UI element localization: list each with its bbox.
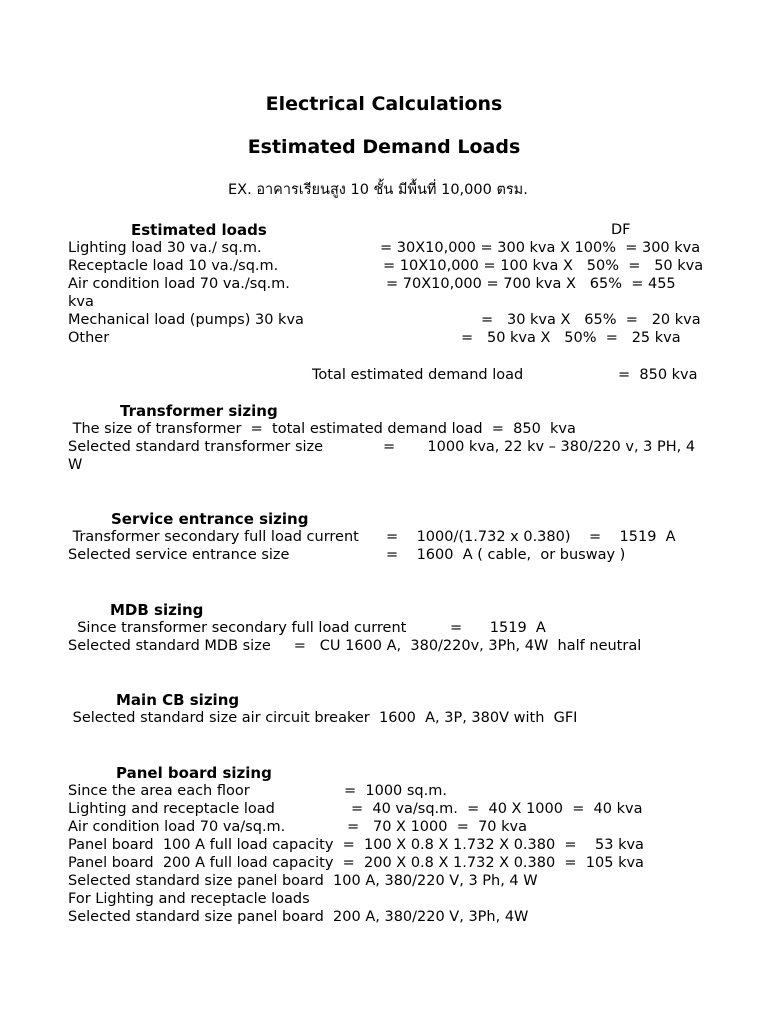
load-calc-aircon: = 70X10,000 = 700 kva X 65% = 455 xyxy=(386,276,676,292)
panel-selected-100-line: Selected standard size panel board 100 A, 380/220 V, 3 Ph, 4 W xyxy=(68,873,538,889)
main-cb-heading: Main CB sizing xyxy=(116,691,240,709)
load-calc-receptacle: = 10X10,000 = 100 kva X 50% = 50 kva xyxy=(383,258,704,274)
example-line: EX. อาคารเรียนสูง 10 ชั้น มีพื้นที่ 10,000 ตรม. xyxy=(228,182,528,198)
load-calc-aircon-wrap: kva xyxy=(68,294,94,310)
load-calc-mechanical: = 30 kva X 65% = 20 kva xyxy=(481,312,701,328)
panel-board-200-line: Panel board 200 A full load capacity = 200 X 0.8 X 1.732 X 0.380 = 105 kva xyxy=(68,855,644,871)
load-label-other: Other xyxy=(68,330,110,346)
service-heading: Service entrance sizing xyxy=(111,510,309,528)
mdb-line-1-value: = 1519 A xyxy=(450,620,546,636)
load-label-receptacle: Receptacle load 10 va./sq.m. xyxy=(68,258,279,274)
transformer-line-1: The size of transformer = total estimated demand load = 850 kva xyxy=(68,421,576,437)
load-calc-other: = 50 kva X 50% = 25 kva xyxy=(461,330,681,346)
panel-row-aircon-value: = 70 X 1000 = 70 kva xyxy=(347,819,527,835)
main-cb-line-1: Selected standard size air circuit breaker 1600 A, 3P, 380V with GFI xyxy=(68,710,578,726)
panel-heading: Panel board sizing xyxy=(116,764,272,782)
panel-for-lighting-line: For Lighting and receptacle loads xyxy=(68,891,310,907)
panel-row-area-label: Since the area each floor xyxy=(68,783,250,799)
estimated-loads-heading: Estimated loads xyxy=(131,221,267,239)
panel-selected-200-line: Selected standard size panel board 200 A, 380/220 V, 3Ph, 4W xyxy=(68,909,529,925)
service-line-1-value: = 1000/(1.732 x 0.380) = 1519 A xyxy=(386,529,676,545)
load-label-lighting: Lighting load 30 va./ sq.m. xyxy=(68,240,262,256)
load-label-mechanical: Mechanical load (pumps) 30 kva xyxy=(68,312,304,328)
panel-board-100-line: Panel board 100 A full load capacity = 100 X 0.8 X 1.732 X 0.380 = 53 kva xyxy=(68,837,644,853)
panel-row-lighting-value: = 40 va/sq.m. = 40 X 1000 = 40 kva xyxy=(351,801,643,817)
service-line-2-value: = 1600 A ( cable, or busway ) xyxy=(386,547,626,563)
service-line-1-label: Transformer secondary full load current xyxy=(68,529,359,545)
total-demand-label: Total estimated demand load xyxy=(312,367,524,383)
mdb-heading: MDB sizing xyxy=(110,601,204,619)
transformer-line-2-value: = 1000 kva, 22 kv – 380/220 v, 3 PH, 4 xyxy=(383,439,696,455)
panel-row-lighting-label: Lighting and receptacle load xyxy=(68,801,275,817)
panel-row-area-value: = 1000 sq.m. xyxy=(344,783,447,799)
service-line-2-label: Selected service entrance size xyxy=(68,547,290,563)
transformer-line-2-wrap: W xyxy=(68,457,83,473)
df-label: DF xyxy=(611,222,631,238)
load-calc-lighting: = 30X10,000 = 300 kva X 100% = 300 kva xyxy=(380,240,701,256)
page-title: Electrical Calculations xyxy=(265,93,503,115)
load-label-aircon: Air condition load 70 va./sq.m. xyxy=(68,276,290,292)
panel-row-aircon-label: Air condition load 70 va/sq.m. xyxy=(68,819,286,835)
total-demand-value: = 850 kva xyxy=(618,367,698,383)
page-subtitle: Estimated Demand Loads xyxy=(247,136,521,158)
transformer-heading: Transformer sizing xyxy=(120,402,278,420)
mdb-line-2: Selected standard MDB size = CU 1600 A, 380/220v, 3Ph, 4W half neutral xyxy=(68,638,642,654)
transformer-line-2-label: Selected standard transformer size xyxy=(68,439,324,455)
mdb-line-1-label: Since transformer secondary full load current xyxy=(68,620,407,636)
